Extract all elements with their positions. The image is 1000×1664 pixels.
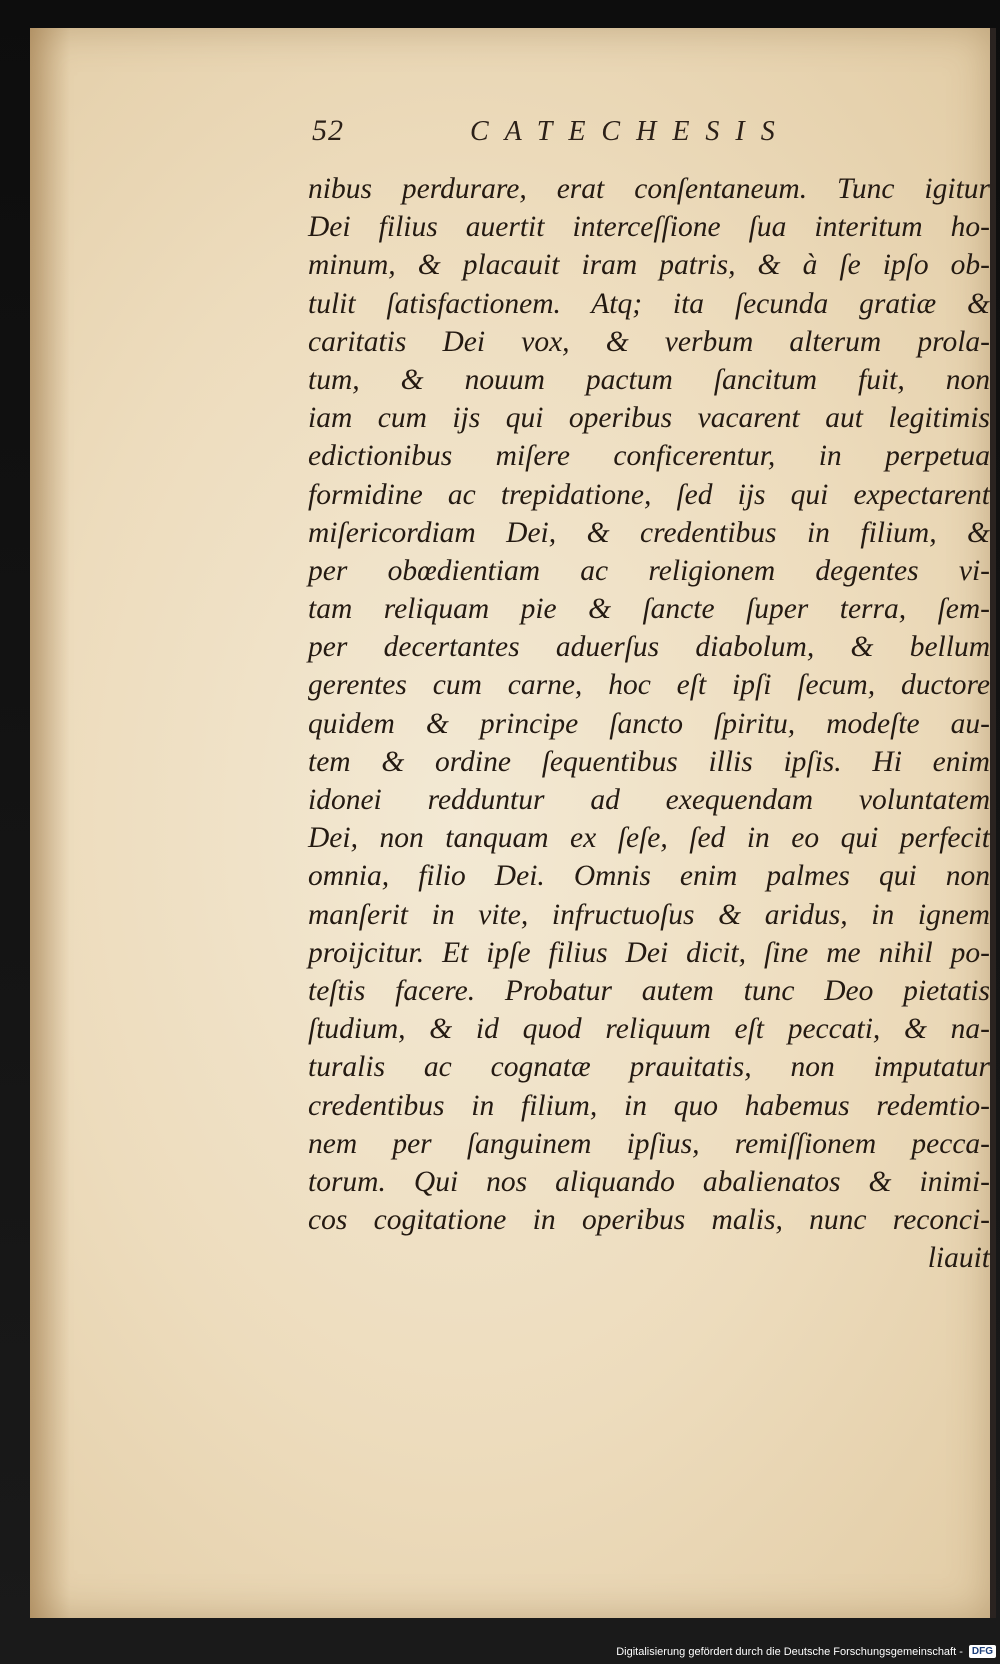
text-line: torum. Qui nos aliquando abalienatos & inimi- [308, 1165, 990, 1198]
text-line: caritatis Dei vox, & verbum alterum prola- [308, 325, 990, 358]
text-line: nibus perdurare, erat conſentaneum. Tunc igitur [308, 173, 990, 205]
catchword: liauit [927, 1242, 990, 1275]
text-line: Dei, non tanquam ex ſeſe, ſed in eo qui perfecit [308, 822, 990, 855]
text-line: cos cogitatione in operibus malis, nunc reconci- [308, 1204, 990, 1237]
text-line: credentibus in filium, in quo habemus redemtio- [308, 1089, 990, 1122]
text-line: manſerit in vite, infructuoſus & aridus, in ignem [308, 898, 990, 931]
text-line: edictionibus miſere conficerentur, in perpetua [308, 440, 990, 473]
dfg-logo: DFG [969, 1645, 996, 1658]
text-line: quidem & principe ſancto ſpiritu, modeſte au- [308, 707, 990, 740]
running-title: CATECHESIS [470, 116, 791, 147]
footer-credit [616, 1645, 996, 1658]
text-line: minum, & placauit iram patris, & à ſe ipſo ob- [308, 249, 990, 282]
credit-text: Digitalisierung gefördert durch die Deutsche Forschungsgemeinschaft - [616, 1645, 963, 1658]
text-line: iam cum ijs qui operibus vacarent aut legitimis [308, 402, 990, 435]
text-line: gerentes cum carne, hoc eſt ipſi ſecum, ductore [308, 669, 990, 702]
text-line: tulit ſatisfactionem. Atq; ita ſecunda gratiæ & [308, 287, 990, 320]
text-line: tum, & nouum pactum ſancitum fuit, non [308, 363, 990, 396]
text-line: per obœdientiam ac religionem degentes vi- [308, 554, 990, 587]
text-line: idonei redduntur ad exequendam voluntatem [308, 784, 990, 816]
text-line: formidine ac trepidatione, ſed ijs qui expectarent [308, 478, 990, 511]
gutter-shadow [30, 28, 70, 1618]
text-line: per decertantes aduerſus diabolum, & bellum [308, 631, 990, 664]
text-line: turalis ac cognatæ prauitatis, non imputatur [308, 1051, 990, 1084]
text-line: nem per ſanguinem ipſius, remiſſionem pecca- [308, 1127, 990, 1160]
book-page [30, 28, 996, 1618]
text-block [308, 170, 990, 1277]
text-line: Dei filius auertit interceſſione ſua interitum ho- [308, 211, 990, 244]
text-line: tam reliquam pie & ſancte ſuper terra, ſem- [308, 593, 990, 626]
text-line: ſtudium, & id quod reliquum eſt peccati, & na- [308, 1013, 990, 1046]
page-scan [30, 28, 990, 1618]
running-head [270, 114, 870, 154]
text-line: proijcitur. Et ipſe filius Dei dicit, ſine me nihil po- [308, 936, 990, 969]
text-line: miſericordiam Dei, & credentibus in filium, & [308, 516, 990, 549]
text-line: teſtis facere. Probatur autem tunc Deo pietatis [308, 974, 990, 1007]
text-line: omnia, filio Dei. Omnis enim palmes qui non [308, 860, 990, 893]
page-number: 52 [312, 114, 344, 147]
text-line: tem & ordine ſequentibus illis ipſis. Hi enim [308, 745, 990, 778]
